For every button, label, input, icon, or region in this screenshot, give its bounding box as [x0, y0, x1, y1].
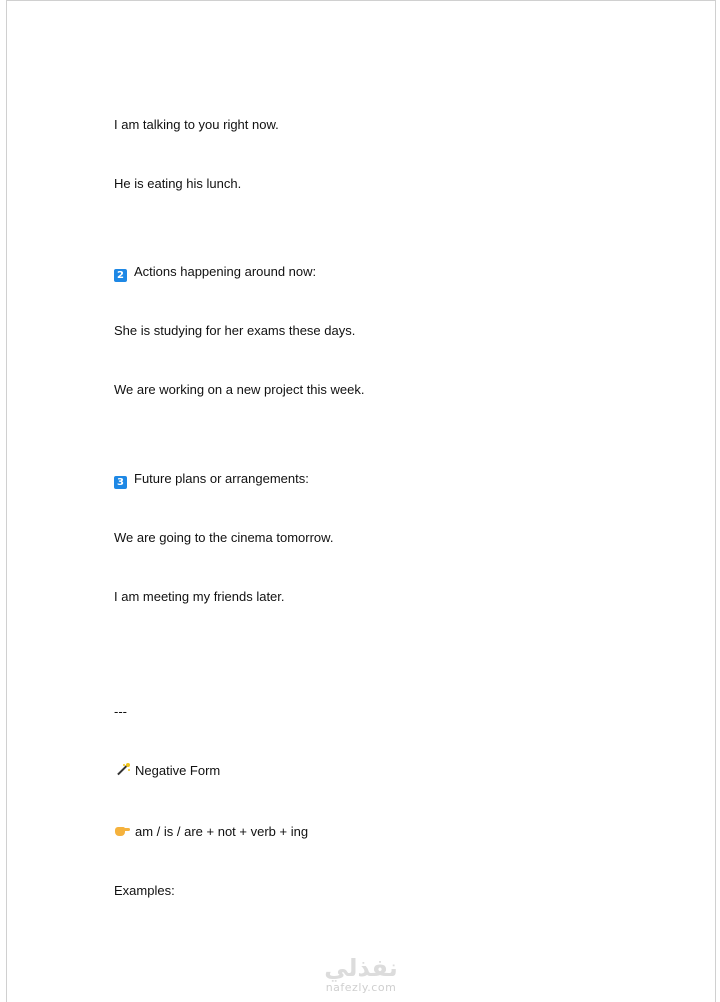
keycap-three-icon: 3: [114, 476, 127, 489]
section-heading: 2 Actions happening around now:: [114, 264, 316, 282]
section-heading: Negative Form: [114, 763, 220, 779]
formula-line: am / is / are + not + verb + ing: [114, 824, 308, 840]
document-page: [6, 0, 716, 1002]
section-heading: 3 Future plans or arrangements:: [114, 471, 309, 489]
example-line: We are working on a new project this week.: [114, 382, 365, 397]
magic-wand-icon: [114, 763, 130, 777]
watermark-logo: [318, 955, 404, 994]
example-line: He is eating his lunch.: [114, 176, 242, 191]
pointing-hand-icon: [114, 824, 130, 838]
keycap-two-icon: 2: [114, 269, 127, 282]
example-line: I am meeting my friends later.: [114, 589, 285, 604]
watermark-latin: nafezly.com: [325, 981, 397, 994]
example-line: We are going to the cinema tomorrow.: [114, 530, 334, 545]
watermark-arabic: نفذلي: [324, 954, 398, 982]
examples-label: Examples:: [114, 883, 175, 898]
divider-text: ---: [114, 704, 127, 719]
example-line: I am talking to you right now.: [114, 117, 279, 132]
example-line: She is studying for her exams these days.: [114, 323, 356, 338]
